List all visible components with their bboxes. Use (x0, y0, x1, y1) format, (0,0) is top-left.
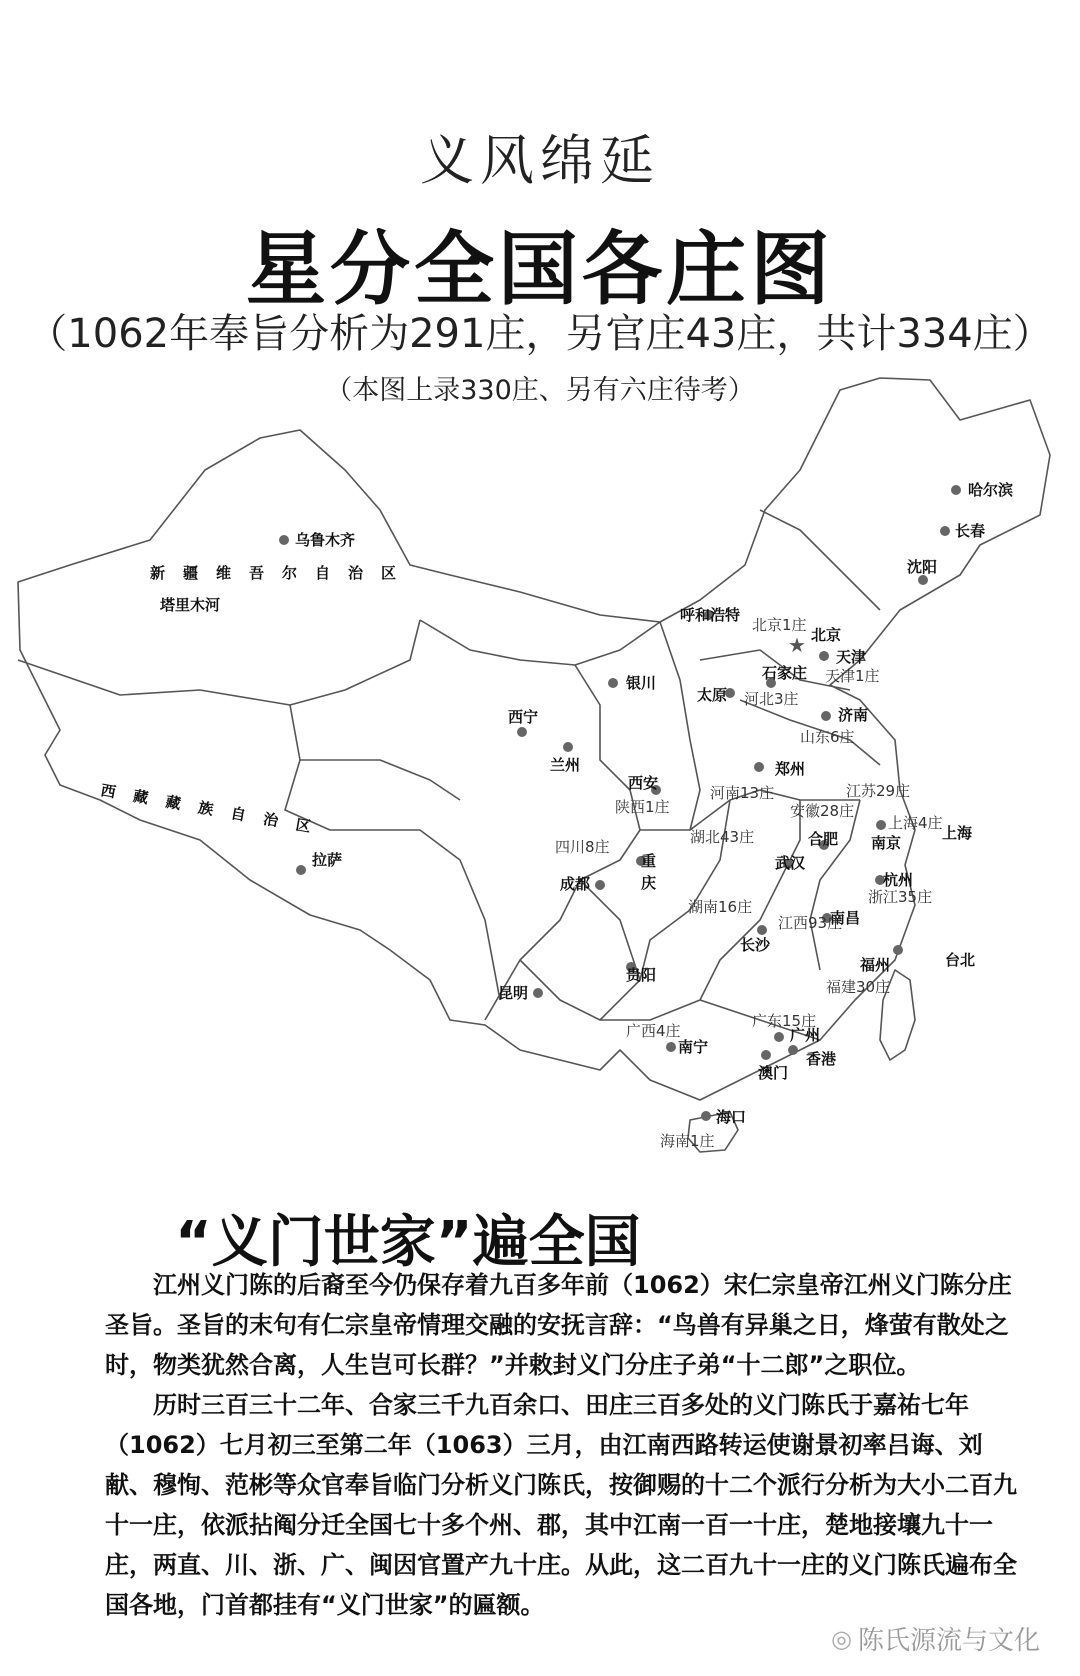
city-hongkong: 香港 (806, 1050, 837, 1068)
note-line: （本图上录330庄、另有六庄待考） (325, 375, 755, 406)
city-shijiazhuang: 石家庄 (762, 664, 808, 682)
count-henan: 河南13庄 (710, 784, 775, 802)
count-tianjin: 天津1庄 (825, 667, 880, 685)
city-taiyuan: 太原 (697, 686, 728, 704)
city-nanjing: 南京 (871, 834, 902, 852)
city-zhengzhou: 郑州 (775, 760, 806, 778)
wechat-icon: ◎ (831, 1624, 852, 1653)
paragraph-1: 江州义门陈的后裔至今仍保存着九百多年前（1062）宋仁宗皇帝江州义门陈分庄圣旨。圣旨的末句有仁宗皇帝情理交融的安抚言辞：“鸟兽有异巢之日，烽萤有散处之时，物类犹然合离，人生岂可长群？”并敕封义门分庄子弟“十二郎”之职位。 (105, 1271, 1012, 1379)
city-fuzhou: 福州 (860, 956, 891, 974)
count-hunan: 湖南16庄 (688, 898, 753, 916)
count-shanghai: 上海4庄 (888, 814, 943, 832)
city-taipei: 台北 (945, 951, 976, 969)
city-chongqing-1: 重 (641, 852, 657, 870)
map-borders (18, 378, 1050, 1152)
city-hohhot: 呼和浩特 (680, 606, 741, 624)
city-shenyang: 沈阳 (907, 558, 938, 576)
city-shanghai: 上海 (942, 824, 973, 842)
page-subtitle: 义风绵延 (420, 129, 660, 192)
china-map (0, 360, 1080, 1210)
section-title: “义门世家”遍全国 (175, 1210, 641, 1275)
city-haikou: 海口 (716, 1108, 747, 1126)
summary-line: （1062年奉旨分析为291庄，另官庄43庄，共计334庄） (27, 311, 1053, 357)
city-guangzhou: 广州 (790, 1026, 821, 1044)
page-title: 星分全国各庄图 (246, 223, 834, 316)
count-guangxi: 广西4庄 (626, 1022, 681, 1040)
city-wuhan: 武汉 (775, 854, 806, 872)
city-jinan: 济南 (838, 706, 869, 724)
city-nanning: 南宁 (678, 1038, 709, 1056)
city-chongqing-2: 庆 (641, 874, 657, 892)
city-xining: 西宁 (508, 708, 539, 726)
city-hefei: 合肥 (808, 830, 839, 848)
region-xinjiang: 新疆维吾尔自治区 (150, 564, 415, 582)
count-jiangsu: 江苏29庄 (846, 782, 911, 800)
label-tarim: 塔里木河 (160, 596, 221, 614)
region-tibet: 西藏藏族自治区 (99, 781, 330, 840)
city-chengdu: 成都 (560, 875, 591, 893)
section-body (105, 1265, 1025, 1625)
city-nanchang: 南昌 (830, 909, 861, 927)
count-hubei: 湖北43庄 (690, 828, 755, 846)
city-changchun: 长春 (955, 522, 986, 540)
count-sichuan: 四川8庄 (555, 838, 610, 856)
count-anhui: 安徽28庄 (790, 802, 855, 820)
city-macau: 澳门 (758, 1064, 789, 1082)
city-xian: 西安 (628, 774, 659, 792)
count-hebei: 河北3庄 (744, 690, 799, 708)
count-zhejiang: 浙江35庄 (868, 888, 933, 906)
count-hainan: 海南1庄 (660, 1132, 715, 1150)
capital-star-icon: ★ (788, 633, 806, 657)
city-lanzhou: 兰州 (550, 756, 581, 774)
city-changsha: 长沙 (740, 936, 771, 954)
city-harbin: 哈尔滨 (968, 481, 1014, 499)
paragraph-2: 历时三百三十二年、合家三千九百余口、田庄三百多处的义门陈氏于嘉祐七年（1062）七月初三至第二年（1063）三月，由江南西路转运使谢景初率吕诲、刘献、穆恂、范彬等众官奉旨临门分析义门陈氏，按御赐的十二个派行分析为大小二百九十一庄，依派拈阄分迁全国七十多个州、郡，其中江南一百一十庄，楚地接壤九十一庄，两直、川、浙、广、闽因官置产九十庄。从此，这二百九十一庄的义门陈氏遍布全国各地，门首都挂有“义门世家”的匾额。 (105, 1391, 1017, 1619)
brand-name: 陈氏源流与文化 (857, 1626, 1040, 1656)
city-lhasa: 拉萨 (312, 851, 343, 869)
count-beijing: 北京1庄 (752, 616, 807, 634)
city-beijing: 北京 (811, 626, 842, 644)
brand-watermark (831, 1620, 1040, 1657)
city-hangzhou: 杭州 (883, 871, 914, 889)
city-guiyang: 贵阳 (626, 966, 657, 984)
count-jiangxi: 江西93庄 (778, 914, 843, 932)
city-yinchuan: 银川 (626, 674, 657, 692)
count-shaanxi: 陕西1庄 (615, 798, 670, 816)
count-guangdong: 广东15庄 (752, 1012, 817, 1030)
city-kunming: 昆明 (498, 984, 529, 1002)
city-tianjin: 天津 (836, 648, 867, 666)
count-fujian: 福建30庄 (826, 978, 891, 996)
city-urumqi: 乌鲁木齐 (295, 531, 356, 549)
count-shandong: 山东6庄 (800, 728, 855, 746)
